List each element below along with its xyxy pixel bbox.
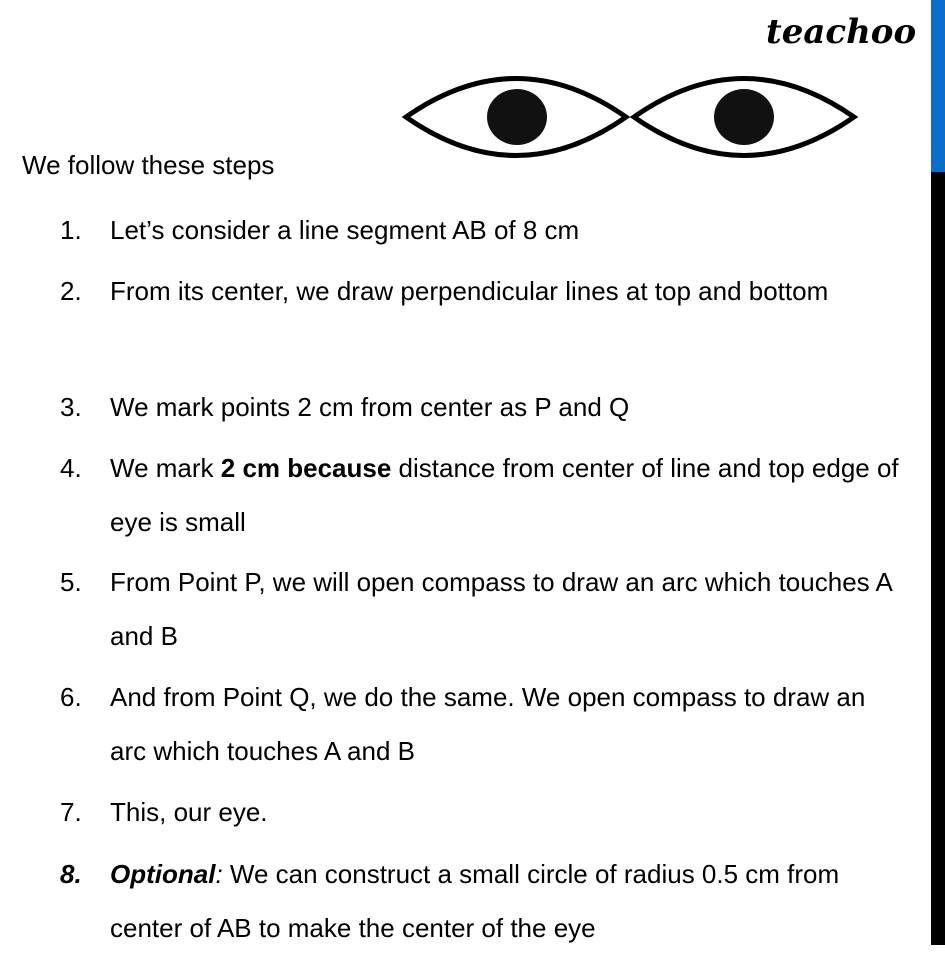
side-bar bbox=[931, 172, 945, 945]
right-eye bbox=[634, 79, 854, 156]
step-text: This, our eye. bbox=[110, 797, 268, 827]
step-number: 6. bbox=[60, 682, 82, 712]
step-text: From its center, we draw perpendicular lines at top and bottom bbox=[110, 276, 829, 306]
side-accent-bar bbox=[931, 0, 945, 172]
step-number: 2. bbox=[60, 276, 82, 306]
step-number: 1. bbox=[60, 215, 82, 245]
left-eye bbox=[406, 79, 626, 156]
optional-colon: : bbox=[215, 859, 223, 889]
step-number: 3. bbox=[60, 392, 82, 422]
step-number: 5. bbox=[60, 567, 82, 597]
step-number: 8. bbox=[60, 859, 82, 889]
step-text: Let’s consider a line segment AB of 8 cm bbox=[110, 215, 580, 245]
step-text: From Point P, we will open compass to draw an arc which touches A and B bbox=[110, 567, 892, 651]
step-text bbox=[110, 847, 900, 955]
step-number: 4. bbox=[60, 453, 82, 483]
step-text-bold: 2 cm because bbox=[220, 453, 392, 483]
step-text-post: distance from center of line and top edge of eye is small bbox=[110, 453, 899, 537]
step-text-pre: We mark bbox=[110, 453, 221, 483]
step-text: And from Point Q, we do the same. We open compass to draw an arc which touches A and B bbox=[110, 682, 866, 766]
step-text bbox=[110, 441, 900, 549]
step-text-body: We can construct a small circle of radius 0.5 cm from center of AB to make the center of the eye bbox=[110, 859, 840, 943]
eyes-illustration bbox=[400, 70, 860, 165]
intro-text: We follow these steps bbox=[22, 150, 275, 180]
teachoo-logo: teachoo bbox=[766, 12, 917, 52]
optional-label: Optional bbox=[110, 859, 216, 889]
step-number: 7. bbox=[60, 797, 82, 827]
step-text: We mark points 2 cm from center as P and Q bbox=[110, 392, 630, 422]
